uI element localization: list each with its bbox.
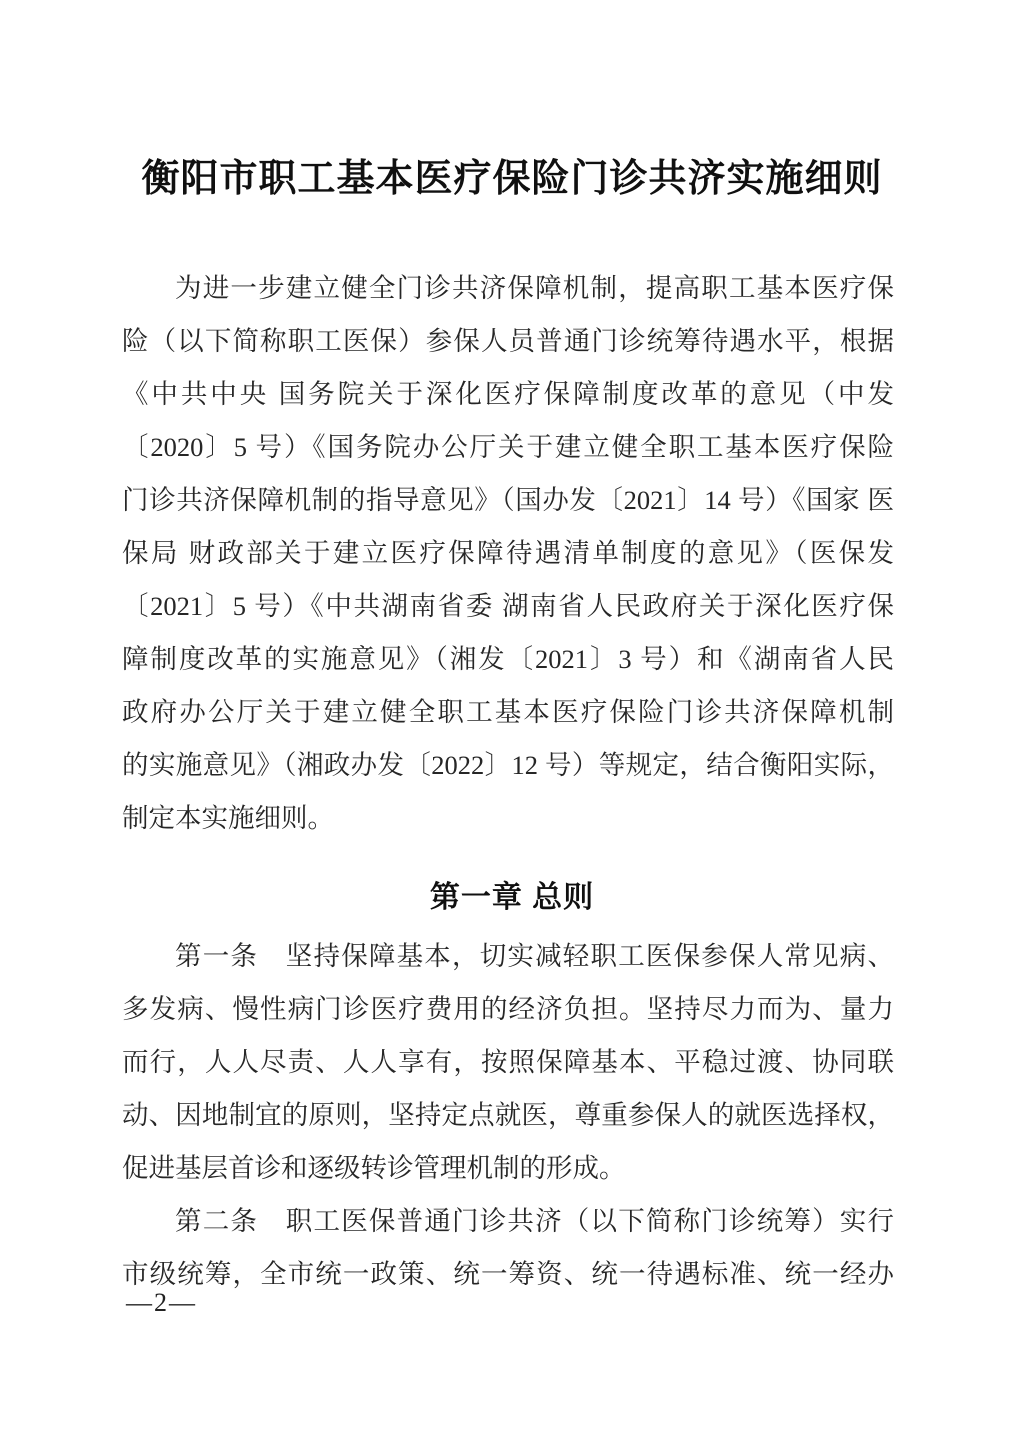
- text-line: 《中共中央 国务院关于深化医疗保障制度改革的意见（中发: [122, 379, 894, 409]
- text-line: 多发病、慢性病门诊医疗费用的经济负担。坚持尽力而为、量力: [122, 994, 894, 1024]
- chapter-heading: 第一章 总则: [429, 881, 595, 914]
- text-line: 障制度改革的实施意见》（湘发〔2021〕3 号）和《湖南省人民: [122, 644, 894, 674]
- text-line: 的实施意见》（湘政办发〔2022〕12 号）等规定，结合衡阳实际，: [122, 750, 894, 780]
- text-line: 为进一步建立健全门诊共济保障机制，提高职工基本医疗保: [175, 273, 894, 303]
- text-line: 动、因地制宜的原则，坚持定点就医，尊重参保人的就医选择权，: [122, 1100, 894, 1130]
- article-1-paragraph: [122, 930, 894, 1195]
- text-line: 市级统筹，全市统一政策、统一筹资、统一待遇标准、统一经办: [122, 1259, 894, 1289]
- text-line: 促进基层首诊和逐级转诊管理机制的形成。: [122, 1153, 626, 1183]
- intro-paragraph: [122, 262, 894, 845]
- page-number: —2—: [126, 1288, 197, 1317]
- text-line: 第一条 坚持保障基本，切实减轻职工医保参保人常见病、: [175, 941, 894, 971]
- text-line: 保局 财政部关于建立医疗保障待遇清单制度的意见》（医保发: [122, 538, 894, 568]
- text-line: 〔2020〕5 号）《国务院办公厅关于建立健全职工基本医疗保险: [122, 432, 894, 462]
- text-line: 政府办公厅关于建立健全职工基本医疗保险门诊共济保障机制: [122, 697, 894, 727]
- text-line: 而行，人人尽责、人人享有，按照保障基本、平稳过渡、协同联: [122, 1047, 894, 1077]
- article-2-paragraph: [122, 1195, 894, 1301]
- text-line: 门诊共济保障机制的指导意见》（国办发〔2021〕14 号）《国家 医: [122, 485, 894, 515]
- text-line: 制定本实施细则。: [122, 803, 334, 833]
- text-line: 险（以下简称职工医保）参保人员普通门诊统筹待遇水平，根据: [122, 326, 894, 356]
- text-line: 第二条 职工医保普通门诊共济（以下简称门诊统筹）实行: [175, 1206, 894, 1236]
- document-title: 衡阳市职工基本医疗保险门诊共济实施细则: [141, 158, 883, 200]
- text-line: 〔2021〕5 号）《中共湖南省委 湖南省人民政府关于深化医疗保: [122, 591, 894, 621]
